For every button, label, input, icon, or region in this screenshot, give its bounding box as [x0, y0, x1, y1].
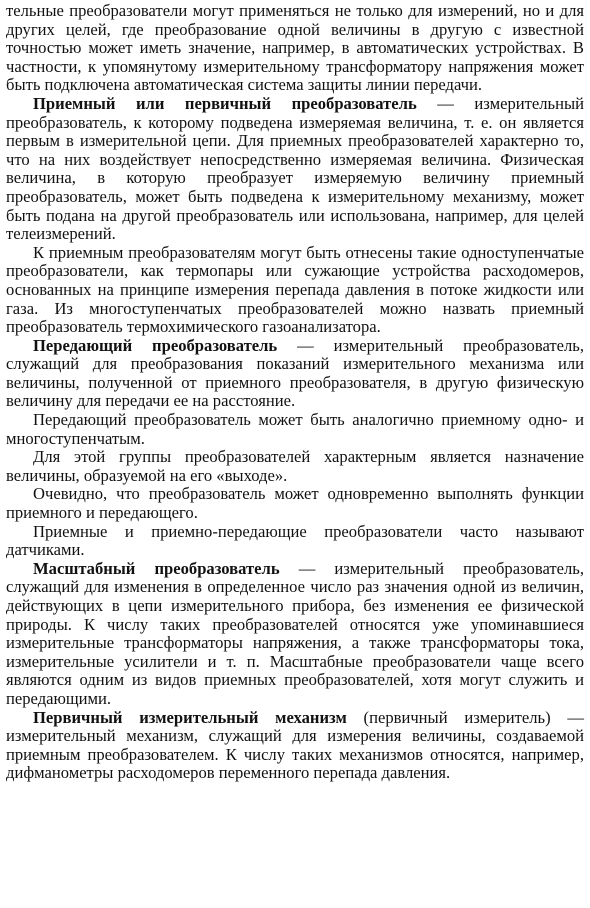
document-page [6, 2, 584, 783]
paragraph-primary-mechanism [6, 709, 584, 783]
term-primary-mechanism: Первичный измерительный механизм [33, 707, 347, 727]
paragraph-text: тельные преобразователи могут применяться не только для измерений, но и для других целей, где преобразование одной величины в другую с известной точностью может иметь значение, например, в автоматических устройствах. В частности, к упомянутому измерительному трансформатору напряжения может быть подключена автоматическая система защиты линии передачи. [6, 1, 584, 95]
paragraph-text: (первичный измеритель) — измерительный механизм, служащий для измерения величины, создаваемой приемным преобразователем. К числу таких механизмов относятся, например, дифманометры расходомеров переменного перепада давления. [6, 707, 584, 783]
paragraph-sensors [6, 523, 584, 560]
paragraph-text: К приемным преобразователям могут быть отнесены такие одноступенчатые преобразователи, как термопары или сужающие устройства расходомеров, основанных на принципе измерения перепада давления в потоке жидкости или газа. Из многоступенчатых преобразователей можно назвать приемный преобразователь термохимического газоанализатора. [6, 242, 584, 337]
paragraph-text: — измерительный преобразователь, к которому подведена измеряемая величина, т. е. он является первым в измерительной цепи. Для приемных преобразователей характерно то, что на них воздействует непосредственно измеряемая величина. Физическая величина, в которую преобразует измеряемую величину приемный преобразователь, может быть подведена к измерительному механизму, может быть подана на другой преобразователь или использована, например, для целей телеизмерений. [6, 93, 584, 244]
term-scaling-converter: Масштабный преобразователь [33, 558, 280, 578]
paragraph-transmitting-converter [6, 337, 584, 411]
paragraph-intro-continuation [6, 2, 584, 95]
paragraph-primary-examples [6, 244, 584, 337]
paragraph-group-purpose [6, 448, 584, 485]
paragraph-text: Передающий преобразователь может быть аналогично приемному одно- и многоступенчатым. [6, 410, 584, 448]
term-primary-converter: Приемный или первичный преобразователь [33, 93, 417, 113]
paragraph-text: Приемные и приемно-передающие преобразователи часто называют датчиками. [6, 521, 584, 560]
term-transmitting-converter: Передающий преобразователь [33, 335, 278, 355]
paragraph-text: Для этой группы преобразователей характерным является назначение величины, образуемой на его «выходе». [6, 447, 584, 485]
paragraph-text: — измерительный преобразователь, служащий для преобразования показаний измерительного механизма или величины, полученной от приемного преобразователя, в другую физическую величину для передачи ее на расстояние. [6, 335, 584, 411]
paragraph-scaling-converter [6, 560, 584, 709]
paragraph-dual-function [6, 485, 584, 522]
paragraph-transmitting-stages [6, 411, 584, 448]
paragraph-text: Очевидно, что преобразователь может одновременно выполнять функции приемного и передающего. [6, 484, 584, 523]
paragraph-text: — измерительный преобразователь, служащий для изменения в определенное число раз значения одной из величин, действующих в цепи измерительного прибора, без изменения ее физической природы. К числу таких преобразователей относятся уже упоминавшиеся измерительные трансформаторы напряжения, а также трансформаторы тока, измерительные усилители и т. п. Масштабные преобразователи чаще всего являются одним из видов приемных преобразователей, хотя могут служить и передающими. [6, 558, 584, 708]
paragraph-primary-converter [6, 95, 584, 244]
